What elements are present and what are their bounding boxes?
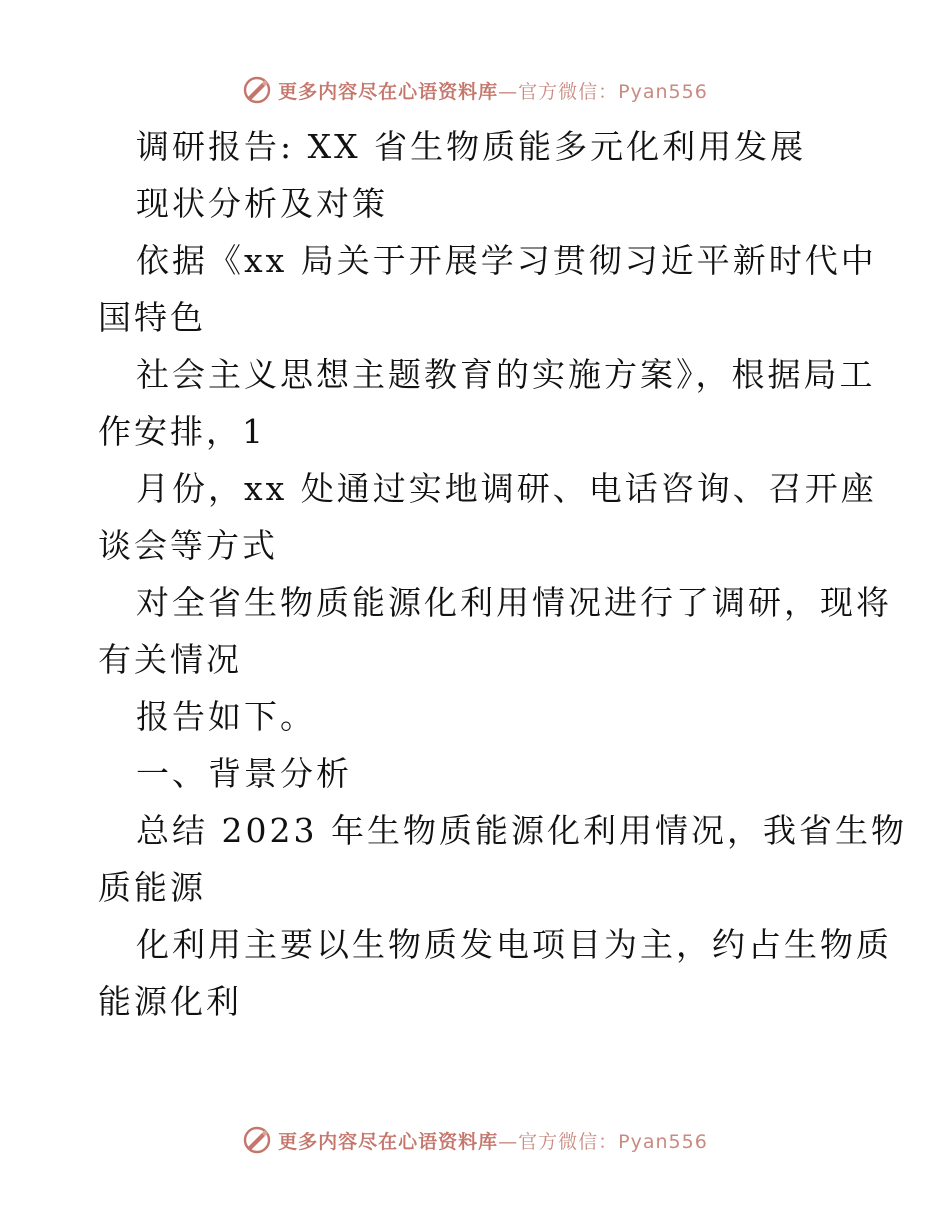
- pen-circle-icon: [242, 1125, 272, 1155]
- body-line: 对全省生物质能源化利用情况进行了调研，现将: [136, 583, 892, 622]
- watermark-brand: 更多内容尽在心语资料库: [278, 1130, 499, 1153]
- body-line: 化利用主要以生物质发电项目为主，约占生物质: [136, 925, 892, 964]
- watermark-contact: 官方微信：Pyan556: [518, 80, 708, 103]
- body-line: 报告如下。: [136, 697, 316, 736]
- body-line: 有关情况: [98, 640, 242, 679]
- body-line: 质能源: [98, 868, 206, 907]
- pen-circle-icon: [242, 75, 272, 105]
- body-line: 月份，xx 处通过实地调研、电话咨询、召开座: [136, 469, 877, 508]
- body-line: 作安排，1: [98, 412, 266, 451]
- body-line: 国特色: [98, 298, 206, 337]
- watermark-brand: 更多内容尽在心语资料库: [278, 80, 499, 103]
- section-heading: 一、背景分析: [136, 754, 352, 793]
- body-line: 依据《xx 局关于开展学习贯彻习近平新时代中: [136, 241, 877, 280]
- watermark-text: [278, 1127, 708, 1154]
- watermark-separator: —: [498, 80, 519, 103]
- watermark-contact: 官方微信：Pyan556: [518, 1130, 708, 1153]
- body-line: 谈会等方式: [98, 526, 278, 565]
- footer-watermark: [0, 1123, 950, 1157]
- header-watermark: [0, 73, 950, 107]
- watermark-separator: —: [498, 1130, 519, 1153]
- body-line: 能源化利: [98, 982, 242, 1021]
- body-line: 社会主义思想主题教育的实施方案》，根据局工: [136, 355, 876, 394]
- title-line-2: 现状分析及对策: [136, 184, 388, 223]
- title-line-1: 调研报告: XX 省生物质能多元化利用发展: [136, 127, 807, 166]
- watermark-text: [278, 77, 708, 104]
- document-body: [98, 118, 907, 1030]
- body-line: 总结 2023 年生物质能源化利用情况，我省生物: [136, 811, 907, 850]
